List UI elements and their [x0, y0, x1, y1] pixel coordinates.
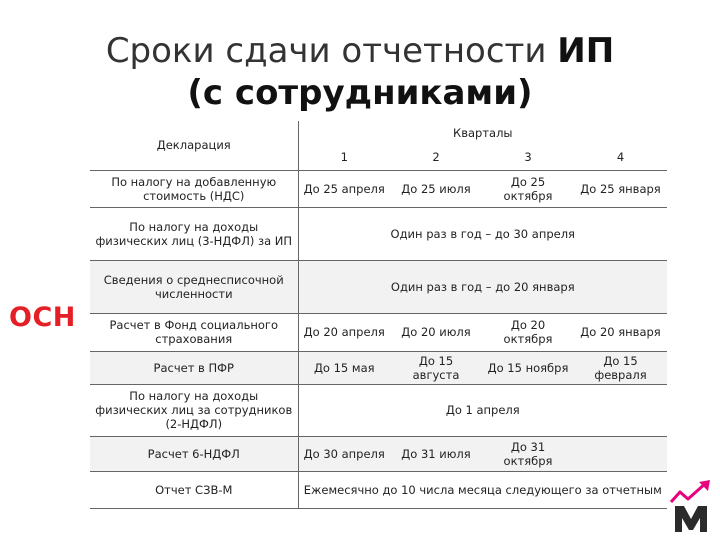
row-name: Сведения о среднесписочной численности — [103, 272, 284, 301]
row-q2: До 25 июля — [401, 181, 471, 196]
row-q2: До 15 августа — [412, 353, 460, 382]
row-name: По налогу на добавленную стоимость (НДС) — [111, 174, 277, 203]
row-q1: До 20 апреля — [298, 313, 390, 351]
title-line1: Сроки сдачи отчетности — [105, 31, 547, 71]
row-q3: До 20 октября — [503, 318, 553, 346]
table-row — [90, 313, 667, 351]
header-quarters: Кварталы — [298, 121, 667, 144]
row-name: Расчет в ПФР — [153, 360, 234, 375]
row-name: Расчет в Фонд социального страхования — [109, 318, 278, 346]
row-q3: До 31 октября — [503, 439, 553, 468]
row-q3: До 15 ноября — [487, 360, 569, 375]
row-span-value: Один раз в год – до 20 января — [298, 260, 667, 313]
table-row — [90, 384, 667, 436]
row-q4 — [574, 436, 667, 471]
deadlines-table — [90, 121, 667, 509]
logo-arrow-line — [671, 483, 706, 502]
quarter-2: 2 — [432, 149, 440, 164]
row-span-value: Ежемесячно до 10 числа месяца следующего за отчетным — [298, 471, 667, 508]
table-row — [90, 436, 667, 471]
tax-system-label: ОСН — [9, 302, 76, 333]
row-q4: До 25 января — [580, 181, 661, 196]
row-q3: До 25 октября — [503, 174, 553, 203]
table-row — [90, 207, 667, 260]
quarter-4: 4 — [616, 149, 625, 164]
table-row — [90, 170, 667, 207]
title-line2: (с сотрудниками) — [187, 73, 533, 113]
page-title — [0, 30, 720, 114]
row-q4: До 15 февраля — [594, 353, 647, 382]
title-line1-bold: ИП — [557, 31, 615, 71]
row-q4: До 20 января — [580, 325, 661, 339]
row-span-value: До 1 апреля — [298, 384, 667, 436]
header-declaration: Декларация — [156, 138, 231, 153]
table-row — [90, 471, 667, 508]
row-span-value: Один раз в год – до 30 апреля — [298, 207, 667, 260]
row-name: По налогу на доходы физических лиц (3-НДФЛ) за ИП — [95, 219, 293, 248]
logo-m-letter — [675, 506, 707, 532]
row-q1: До 30 апреля — [298, 436, 390, 471]
quarter-3: 3 — [524, 149, 532, 164]
row-name: По налогу на доходы физических лиц за сотрудников (2-НДФЛ) — [95, 389, 293, 431]
table-row — [90, 260, 667, 313]
row-q1: До 15 мая — [298, 351, 390, 384]
quarter-1: 1 — [298, 144, 390, 170]
row-name: Отчет СЗВ-М — [155, 482, 233, 497]
table-row — [90, 351, 667, 384]
header-row — [90, 121, 667, 144]
m-letter-arrow-logo-icon — [668, 480, 714, 534]
row-q2: До 31 июля — [401, 446, 471, 461]
row-q1: До 25 апреля — [298, 170, 390, 207]
row-name: Расчет 6-НДФЛ — [147, 446, 240, 461]
row-q2: До 20 июля — [401, 325, 471, 339]
